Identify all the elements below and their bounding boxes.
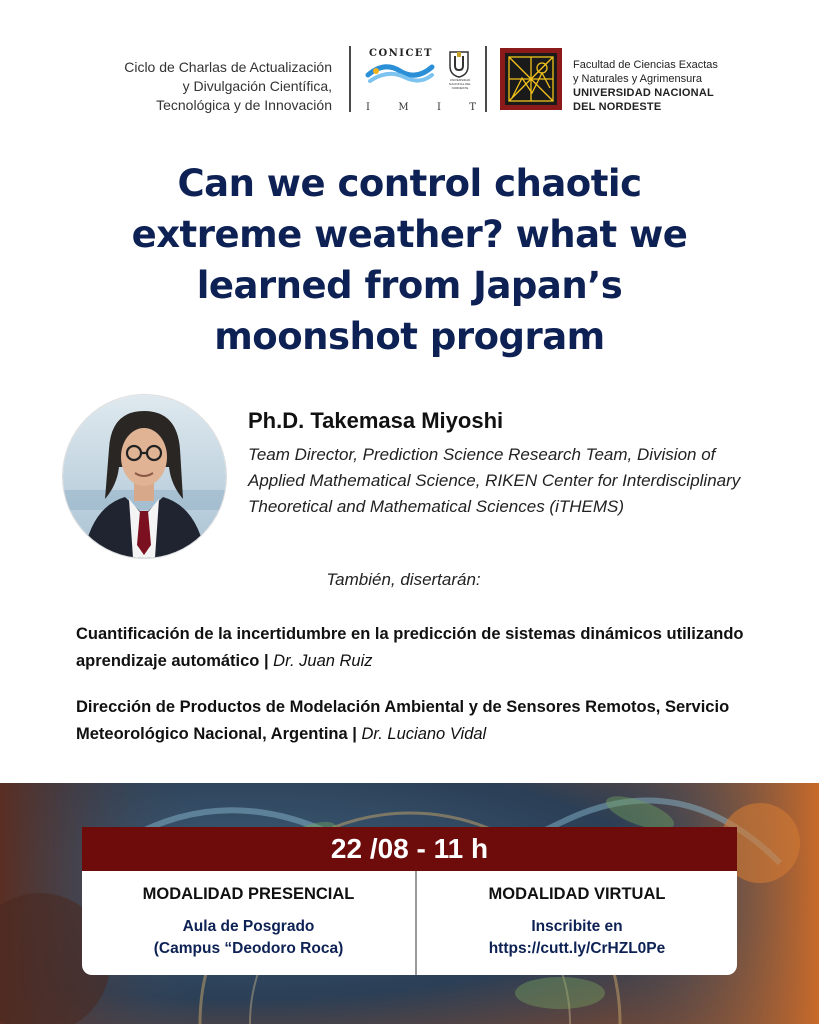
university-line: DEL NORDESTE [573,101,662,113]
secondary-talk [76,694,776,748]
faculty-line: y Naturales y Agrimensura [573,73,702,85]
series-line: Tecnológica y de Innovación [156,97,332,113]
header-divider [485,46,487,112]
header-divider [349,46,351,112]
event-date-time: 22 /08 - 11 h [82,827,737,871]
title-line: Can we control chaotic [177,162,642,205]
speaker-photo [62,394,227,559]
in-person-modality [82,885,415,960]
faculty-line: Facultad de Ciencias Exactas [573,59,718,71]
secondary-talk [76,621,776,675]
talk-speaker: Dr. Juan Ruiz [273,652,373,670]
imit-letter: T [469,102,476,113]
title-line: learned from Japan’s [196,264,623,307]
venue-line: (Campus “Deodoro Roca) [153,940,344,957]
talk-speaker: Dr. Luciano Vidal [361,725,487,743]
title-line: extreme weather? what we [131,213,688,256]
unne-crest-icon [448,50,470,78]
series-line: Ciclo de Charlas de Actualización [124,59,332,75]
talk-title: Cuantificación de la incertidumbre en la predicción de sistemas dinámicos utilizando aprendizaje automático | [76,625,744,670]
imit-label [366,102,476,113]
virtual-heading: MODALIDAD VIRTUAL [488,885,666,903]
imit-letter: M [398,102,409,113]
also-speaking-label [0,570,819,590]
also-speaking-text: También, disertarán: [326,570,481,589]
talk-title [60,158,759,362]
series-title [124,58,332,115]
faculty-name [573,58,718,114]
registration-link[interactable]: https://cutt.ly/CrHZL0Pe [488,940,666,957]
title-line: moonshot program [214,315,605,358]
speaker-portrait-icon [63,395,226,558]
series-line: y Divulgación Científica, [182,78,332,94]
event-modalities [82,871,737,975]
registration-label: Inscribite en [531,918,623,935]
university-line: UNIVERSIDAD NACIONAL [573,87,714,99]
speaker-role: Team Director, Prediction Science Research Team, Division of Applied Mathematical Science, RIKEN Center for Interdisciplinary Theoretical and Mathematical Sciences (iTHEMS) [248,445,741,516]
faculty-logo [500,48,562,110]
conicet-label: CONICET [368,48,433,59]
conicet-wave-icon [364,59,436,87]
imit-letter: I [436,102,441,113]
speaker-name: Ph.D. Takemasa Miyoshi [248,408,504,433]
unne-crest-label: UNIVERSIDAD NACIONAL DEL NORDESTE [449,78,471,90]
in-person-heading: MODALIDAD PRESENCIAL [142,885,355,903]
virtual-modality [417,885,737,960]
talk-title: Dirección de Productos de Modelación Ambiental y de Sensores Remotos, Servicio Meteorológico Nacional, Argentina | [76,698,730,743]
imit-letter: I [366,102,370,113]
venue-line: Aula de Posgrado [182,918,315,935]
